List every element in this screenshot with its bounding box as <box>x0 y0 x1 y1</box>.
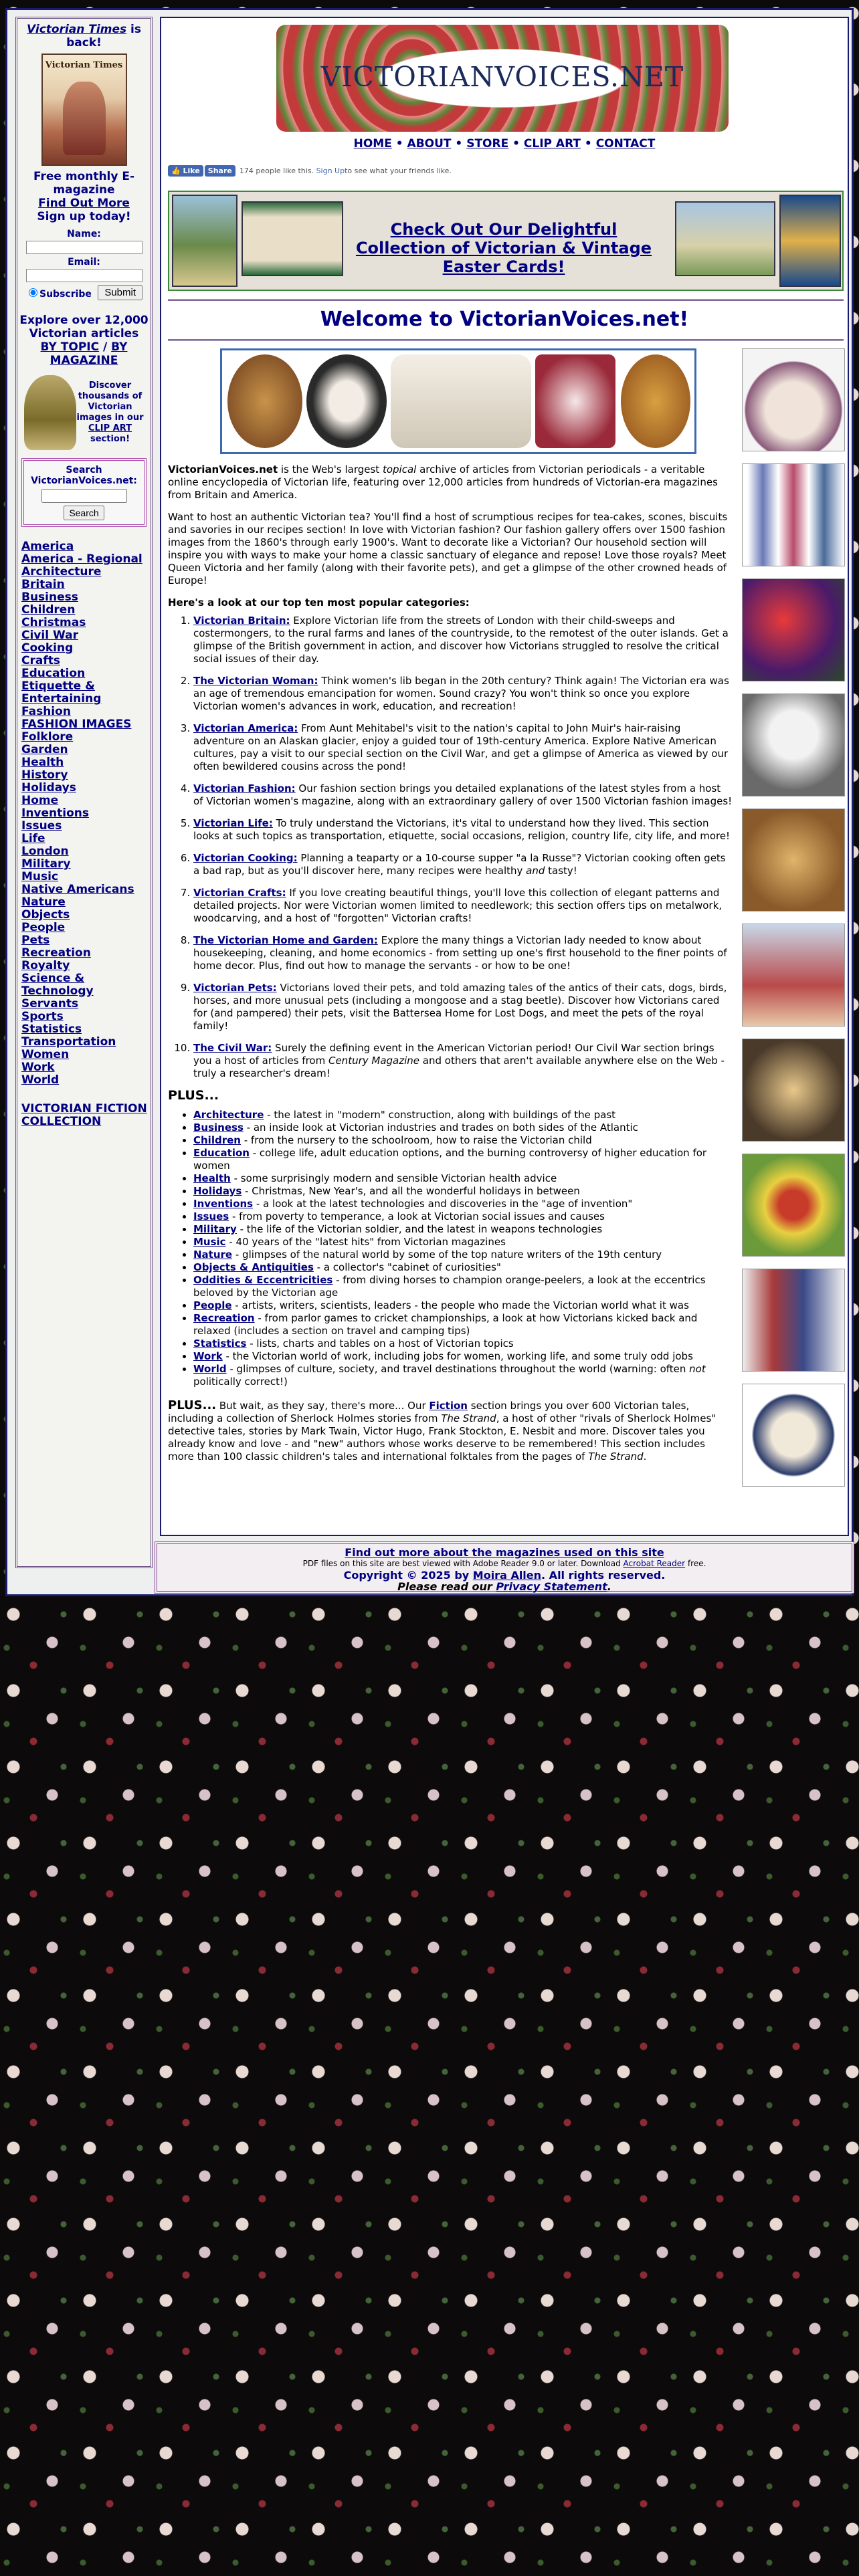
plus-category-link[interactable]: Issues <box>193 1210 229 1222</box>
divider-bottom <box>168 339 844 341</box>
nav-separator: • <box>508 137 524 150</box>
plus-item <box>193 1121 733 1134</box>
category-description: If you love creating beautiful things, you'll love this collection of elegant patterns and detailed projects. Nor were Victorian women limited to needlework; this section offers tips on metalwork, woodcarving, and a host of "forgotten" Victorian crafts! <box>193 887 723 924</box>
clip-art-promo <box>24 375 144 450</box>
strand-title-1: The Strand <box>441 1412 496 1424</box>
top-ten-item <box>193 1042 733 1080</box>
top-navigation <box>161 137 848 150</box>
main-content <box>160 17 849 1536</box>
plus-item <box>193 1134 733 1147</box>
plus-description: - the Victorian world of work, including jobs for women, working life, and some truly odd jobs <box>222 1350 693 1362</box>
topic-link[interactable]: Crafts <box>21 654 60 667</box>
plus-category-link[interactable]: Architecture <box>193 1109 264 1121</box>
category-emphasis: and <box>526 865 545 877</box>
plus-category-link[interactable]: Oddities & Eccentricities <box>193 1274 333 1286</box>
topic-link[interactable]: Health <box>21 756 64 769</box>
category-link[interactable]: Victorian Britain: <box>193 615 290 627</box>
fiction-link[interactable]: Fiction <box>429 1400 468 1412</box>
topic-link[interactable]: Native Americans <box>21 883 134 896</box>
category-description: Surely the defining event in the American Victorian period! Our Civil War section brings you a host of articles from <box>193 1042 714 1067</box>
nav-link-contact[interactable]: CONTACT <box>595 137 656 150</box>
privacy-suffix: . <box>607 1580 611 1593</box>
plus-category-link[interactable]: Business <box>193 1121 244 1134</box>
search-input[interactable] <box>41 489 127 503</box>
plus-item <box>193 1274 733 1299</box>
privacy-statement-link[interactable]: Privacy Statement <box>496 1580 607 1593</box>
plus-item <box>193 1337 733 1350</box>
easter-banner <box>168 191 844 291</box>
nav-separator: • <box>451 137 467 150</box>
topic-link[interactable]: Christmas <box>21 616 86 629</box>
plus-item <box>193 1249 733 1261</box>
slash-separator: / <box>99 340 112 354</box>
plus-category-link[interactable]: Education <box>193 1147 250 1159</box>
plus-description: - the life of the Victorian soldier, and the latest in weapons technologies <box>236 1223 603 1235</box>
topic-link[interactable]: Cooking <box>21 641 74 655</box>
divider-top <box>168 299 844 301</box>
category-link[interactable]: Victorian Cooking: <box>193 852 298 864</box>
topic-link[interactable]: FASHION IMAGES <box>21 718 132 731</box>
subscribe-form <box>17 229 151 300</box>
fiction-collection-link[interactable]: VICTORIAN FICTION COLLECTION <box>21 1102 147 1128</box>
topic-link[interactable]: America <box>21 540 74 553</box>
site-name: VictorianVoices.net <box>168 463 278 475</box>
topic-link[interactable]: Children <box>21 603 76 617</box>
easter-card-1[interactable] <box>172 195 237 287</box>
pdf-note: PDF files on this site are best viewed with Adobe Reader 9.0 or later. Download <box>302 1559 624 1568</box>
topic-link[interactable]: America - Regional <box>21 552 142 566</box>
topic-link[interactable]: Music <box>21 870 59 883</box>
email-field[interactable] <box>26 269 142 282</box>
topic-link[interactable]: Home <box>21 794 59 807</box>
easter-card-2[interactable] <box>242 201 343 276</box>
dog-icon <box>621 354 690 448</box>
plus-description: - some surprisingly modern and sensible Victorian health advice <box>230 1172 557 1184</box>
plus-description: - a collector's "cabinet of curiosities" <box>313 1261 501 1273</box>
category-link[interactable]: The Victorian Woman: <box>193 675 318 687</box>
plus-description: - from the nursery to the schoolroom, how to raise the Victorian child <box>240 1134 592 1146</box>
nav-link-about[interactable]: ABOUT <box>407 137 452 150</box>
intro-paragraph-2: Want to host an authentic Victorian tea? You'll find a host of scrumptious recipes for tea-cakes, scones, biscuits and savories in our recipes section! In love with Victorian fashion? Our fashion gallery offers over 1500 fashion images from the 1860's through early 1900's. Want to decorate like a Victorian? Our household section will inspire you with ways to make your home a classic sanctuary of elegance and repose! Love those royals? Meet Queen Victoria and her family (along with their favorite pets), and get a glimpse of the other crowned heads of Europe! <box>168 511 728 586</box>
fb-like-label: Like <box>183 167 200 175</box>
signup-text: Sign up today! <box>37 210 131 223</box>
topic-link[interactable]: Inventions <box>21 807 89 820</box>
category-link[interactable]: Victorian Life: <box>193 817 273 829</box>
category-link[interactable]: Victorian America: <box>193 722 298 734</box>
magazine-cover-image[interactable] <box>41 53 127 166</box>
logo-text: VICTORIANVOICES.NET <box>320 61 684 93</box>
plus-item <box>193 1198 733 1210</box>
nav-separator: • <box>391 137 407 150</box>
plus-category-link[interactable]: Work <box>193 1350 223 1362</box>
plus-category-link[interactable]: Recreation <box>193 1312 255 1324</box>
plus-item <box>193 1236 733 1249</box>
by-magazine-link[interactable]: BY MAGAZINE <box>50 340 128 367</box>
plus-item <box>193 1299 733 1312</box>
category-link[interactable]: Victorian Pets: <box>193 982 277 994</box>
article-body <box>168 463 733 1473</box>
topic-link[interactable]: Holidays <box>21 781 76 794</box>
plus-category-link[interactable]: Inventions <box>193 1198 254 1210</box>
category-description: Planning a teaparty or a 10-course supper "a la Russe"? Victorian cooking often gets a bad rap, but as you'll discover here, many recipes were healthy <box>193 852 726 877</box>
plus-category-link[interactable]: Objects & Antiquities <box>193 1261 314 1273</box>
topic-link[interactable]: People <box>21 921 66 934</box>
closing-plus: PLUS... <box>168 1398 217 1412</box>
top-ten-item <box>193 817 733 843</box>
topic-link[interactable]: Recreation <box>21 946 91 960</box>
top-ten-item <box>193 615 733 665</box>
topic-link[interactable]: Pets <box>21 934 50 947</box>
flowers-image[interactable] <box>742 578 845 681</box>
subscribe-radio[interactable] <box>29 288 37 297</box>
clip-art-link[interactable]: CLIP ART <box>88 423 132 433</box>
victorian-times-link[interactable]: Victorian Times <box>27 23 127 36</box>
intro-emphasis: topical <box>382 463 417 475</box>
category-emphasis: Century Magazine <box>328 1055 420 1067</box>
category-description: Think women's lib began in the 20th century? Think again! The Victorian era was an age of tremendous emancipation for women. Sound crazy? You won't think so once you explore Victorian women's advances in work, education, and recreation! <box>193 675 729 712</box>
topic-link[interactable]: Transportation <box>21 1035 116 1049</box>
bird-bonnet-icon <box>535 354 615 448</box>
cover-illustration-icon <box>63 82 106 155</box>
topic-link[interactable]: Nature <box>21 895 66 909</box>
explore-text: Explore over 12,000 Victorian articles <box>19 314 149 340</box>
promo-block <box>17 19 151 227</box>
sidebar <box>15 17 153 1568</box>
footer <box>155 1541 854 1594</box>
topic-link[interactable]: Architecture <box>21 565 102 578</box>
portrait-lady-image[interactable] <box>742 693 845 796</box>
plus-category-link[interactable]: Nature <box>193 1249 233 1261</box>
category-description-end: and others that aren't available anywhere else on the Web - truly a researcher's dream! <box>193 1055 725 1079</box>
by-topic-link[interactable]: BY TOPIC <box>40 340 100 354</box>
fashion-plate-image[interactable] <box>742 463 845 566</box>
top-ten-heading: Here's a look at our top ten most popular categories: <box>168 597 470 609</box>
acrobat-reader-link[interactable]: Acrobat Reader <box>623 1559 686 1568</box>
fb-signup-suffix: to see what your friends like. <box>345 167 452 175</box>
top-ten-item <box>193 982 733 1033</box>
name-label: Name: <box>67 229 101 239</box>
topic-link[interactable]: Royalty <box>21 959 70 972</box>
submit-button[interactable]: Submit <box>98 285 142 300</box>
plus-description-end: politically correct!) <box>193 1376 288 1388</box>
plus-description: - glimpses of the natural world by some of the top nature writers of the 19th century <box>232 1249 662 1261</box>
category-description: Explore Victorian life from the streets of London with their child-sweeps and costermongers, to the rural farms and lanes of the countryside, to the remotest of the outer islands. Get a glimpse of the British government in action, and discover how Victorians struggled to resolve the critical social issues of their day. <box>193 615 729 665</box>
plus-category-link[interactable]: World <box>193 1363 227 1375</box>
plus-description: - artists, writers, scientists, leaders - the people who made the Victorian world what it was <box>231 1299 689 1311</box>
plus-category-link[interactable]: Military <box>193 1223 237 1235</box>
category-description: From Aunt Mehitabel's visit to the nation's capital to John Muir's hair-raising adventure on an Alaskan glacier, enjoy a guided tour of 19th-century America. Explore Native American cultures, pay a visit to our special section on the Civil War, and get a glimpse of America as viewed by our often bewildered cousins across the pond! <box>193 722 729 772</box>
closing-text-b: section brings you over 600 Victorian tales, including a collection of Sherlock Holmes stories from <box>168 1400 690 1424</box>
intro-text-a: is the Web's largest <box>278 463 383 475</box>
topic-link[interactable]: Women <box>21 1048 70 1061</box>
category-description-end: tasty! <box>545 865 577 877</box>
topic-link[interactable]: Etiquette & Entertaining <box>21 679 102 706</box>
category-link[interactable]: The Civil War: <box>193 1042 272 1054</box>
nav-link-clip-art[interactable]: CLIP ART <box>523 137 581 150</box>
author-link[interactable]: Moira Allen <box>472 1569 542 1582</box>
fb-count: 174 people like this. <box>239 167 314 175</box>
plus-item <box>193 1172 733 1185</box>
fb-like-button[interactable]: 👍 Like <box>168 165 203 177</box>
topic-link[interactable]: Work <box>21 1061 55 1074</box>
copyright-text: Copyright © 2025 by <box>343 1569 473 1582</box>
topic-link[interactable]: Fashion <box>21 705 71 718</box>
animal-portraits-banner[interactable] <box>220 348 696 454</box>
category-link[interactable]: Victorian Fashion: <box>193 782 296 794</box>
plus-description: - from poverty to temperance, a look at Victorian social issues and causes <box>229 1210 605 1222</box>
closing-text-c: , a host of other "rivals of Sherlock Holmes" detective tales, stories by Mark Twain, Victor Hugo, Frank Stockton, E. Nesbit and more. Discover tales you already know and love - and "new" authors whose works deserve to be remembered! This section includes more than 100 classic children's tales and international folktales from the pages of <box>168 1412 717 1463</box>
name-field[interactable] <box>26 241 142 254</box>
email-label: Email: <box>68 257 100 267</box>
topic-link[interactable]: Objects <box>21 908 70 922</box>
category-link[interactable]: Victorian Crafts: <box>193 887 286 899</box>
plus-item <box>193 1109 733 1121</box>
dog-portrait-image[interactable] <box>742 809 845 911</box>
queen-victoria-image[interactable] <box>742 348 845 451</box>
promo-tagline: Free monthly E-magazine <box>33 170 135 197</box>
nav-separator: • <box>581 137 596 150</box>
plus-item <box>193 1210 733 1223</box>
promo-suffix: is back! <box>66 23 141 49</box>
topic-link[interactable]: Education <box>21 667 86 680</box>
site-logo[interactable] <box>276 25 729 132</box>
facebook-like-bar <box>168 165 452 177</box>
topic-link[interactable]: Science & Technology <box>21 972 94 998</box>
plus-description: - from diving horses to champion orange-peelers, a look at the eccentrics beloved by the Victorian age <box>193 1274 706 1299</box>
topic-link[interactable]: World <box>21 1073 60 1087</box>
nav-link-store[interactable]: STORE <box>466 137 509 150</box>
magazine-cover-title: Victorian Times <box>45 60 123 70</box>
plus-description: - a look at the latest technologies and discoveries in the "age of invention" <box>253 1198 633 1210</box>
plus-description: - the latest in "modern" construction, along with buildings of the past <box>264 1109 616 1121</box>
nav-link-home[interactable]: HOME <box>353 137 392 150</box>
strand-title-2: The Strand <box>588 1451 644 1463</box>
topic-link[interactable]: Folklore <box>21 730 74 744</box>
plus-category-link[interactable]: People <box>193 1299 232 1311</box>
closing-text-a: But wait, as they say, there's more... Our <box>216 1400 430 1412</box>
copyright-suffix: . All rights reserved. <box>541 1569 666 1582</box>
plus-description: - glimpses of culture, society, and travel destinations throughout the world (warning: often <box>226 1363 690 1375</box>
plus-item <box>193 1350 733 1363</box>
plus-item <box>193 1363 733 1388</box>
christmas-scene-image[interactable] <box>742 1039 845 1142</box>
plus-heading: PLUS... <box>168 1088 219 1103</box>
topic-link[interactable]: Britain <box>21 578 65 591</box>
victorian-lady-icon <box>24 375 76 450</box>
welcome-heading: Welcome to VictorianVoices.net! <box>320 308 689 331</box>
plus-category-link[interactable]: Health <box>193 1172 231 1184</box>
category-description: Victorians loved their pets, and told amazing tales of the antics of their cats, dogs, birds, horses, and more unusual pets (including a mongoose and a stag beetle). Discover how Victorians cared for (and pampered) their pets, visit the Battersea Home for Lost Dogs, and meet the pets of the royal family! <box>193 982 727 1032</box>
easter-card-4[interactable] <box>779 195 841 287</box>
find-out-more-link[interactable]: Find Out More <box>38 197 130 210</box>
intro-text-b: archive of articles from Victorian periodicals - a veritable online encyclopedia of Victorian life, featuring over 12,000 articles from hundreds of Victorian-era magazines from Britain and America. <box>168 463 718 501</box>
easter-card-3[interactable] <box>675 201 775 276</box>
top-ten-item <box>193 852 733 877</box>
plus-item <box>193 1312 733 1337</box>
plus-description: - Christmas, New Year's, and all the wonderful holidays in between <box>242 1185 580 1197</box>
topic-link[interactable]: Servants <box>21 997 79 1010</box>
topic-list <box>21 540 151 1087</box>
plus-item <box>193 1223 733 1236</box>
floral-pattern-image[interactable] <box>742 1154 845 1257</box>
top-ten-item <box>193 887 733 925</box>
soldiers-image[interactable] <box>742 1269 845 1372</box>
plus-item <box>193 1147 733 1172</box>
plus-category-link[interactable]: Holidays <box>193 1185 242 1197</box>
topic-link[interactable]: London <box>21 845 69 858</box>
category-description: Our fashion section brings you detailed explanations of the latest styles from a host of Victorian women's magazine, along with an extraordinary gallery of over 1500 Victorian fashion images! <box>193 782 733 807</box>
topic-link[interactable]: Garden <box>21 743 68 756</box>
topic-link[interactable]: Civil War <box>21 629 78 642</box>
privacy-prefix: Please read our <box>397 1580 496 1593</box>
clip-text-end: section! <box>90 434 130 444</box>
plus-item <box>193 1261 733 1274</box>
subscribe-label: Subscribe <box>39 288 92 300</box>
plus-description: - an inside look at Victorian industries and trades on both sides of the Atlantic <box>243 1121 638 1134</box>
topic-link[interactable]: History <box>21 768 68 782</box>
magazines-info-link[interactable]: Find out more about the magazines used on this site <box>345 1546 664 1559</box>
explore-block <box>17 314 151 367</box>
top-ten-list <box>168 615 733 1080</box>
lion-icon <box>227 354 302 448</box>
page-frame <box>5 8 854 1596</box>
easter-cards-link[interactable]: Check Out Our Delightful Collection of Victorian & Vintage Easter Cards! <box>355 220 652 276</box>
category-description: To truly understand the Victorians, it's vital to understand how they lived. This section looks at such topics as transportation, etiquette, social occasions, religion, country life, city life, and more! <box>193 817 731 842</box>
plus-list <box>168 1109 733 1388</box>
plus-category-link[interactable]: Music <box>193 1236 226 1248</box>
fb-share-button[interactable]: Share <box>205 165 235 177</box>
search-box <box>21 458 147 527</box>
right-image-column <box>742 348 846 1499</box>
pdf-note-suffix: free. <box>685 1559 706 1568</box>
fb-signup-link[interactable]: Sign Up <box>316 167 345 175</box>
plus-item <box>193 1185 733 1198</box>
children-image[interactable] <box>742 924 845 1027</box>
top-ten-item <box>193 675 733 713</box>
plus-description: - college life, adult education options, and the burning controversy of higher education for women <box>193 1147 707 1172</box>
patriotic-lady-image[interactable] <box>742 1384 845 1487</box>
top-ten-item <box>193 782 733 808</box>
top-ten-item <box>193 934 733 972</box>
search-button[interactable]: Search <box>64 506 104 520</box>
plus-emphasis: not <box>689 1363 706 1375</box>
topic-link[interactable]: Statistics <box>21 1023 82 1036</box>
cat-icon <box>306 354 387 448</box>
clip-text: Discover thousands of Victorian images in our <box>76 381 144 423</box>
plus-description: - lists, charts and tables on a host of Victorian topics <box>246 1337 514 1350</box>
topic-link[interactable]: Life <box>21 832 45 845</box>
category-description: Explore the many things a Victorian lady needed to know about housekeeping, cleaning, and home economics - from setting up one's first household to the finer points of home decor. Plus, find out how to manage the servants - or how to be one! <box>193 934 727 972</box>
plus-category-link[interactable]: Children <box>193 1134 241 1146</box>
top-ten-item <box>193 722 733 773</box>
plus-category-link[interactable]: Statistics <box>193 1337 247 1350</box>
topic-link[interactable]: Sports <box>21 1010 64 1023</box>
category-link[interactable]: The Victorian Home and Garden: <box>193 934 378 946</box>
topic-link[interactable]: Business <box>21 591 78 604</box>
closing-text-d: . <box>643 1451 647 1463</box>
plus-description: - 40 years of the "latest hits" from Victorian magazines <box>225 1236 506 1248</box>
topic-link[interactable]: Issues <box>21 819 62 833</box>
search-title: Search VictorianVoices.net: <box>31 465 137 486</box>
plus-description: - from parlor games to cricket championships, a look at how Victorians kicked back and relaxed (includes a section on travel and camping tips) <box>193 1312 698 1337</box>
topic-link[interactable]: Military <box>21 857 71 871</box>
horse-icon <box>391 354 531 448</box>
